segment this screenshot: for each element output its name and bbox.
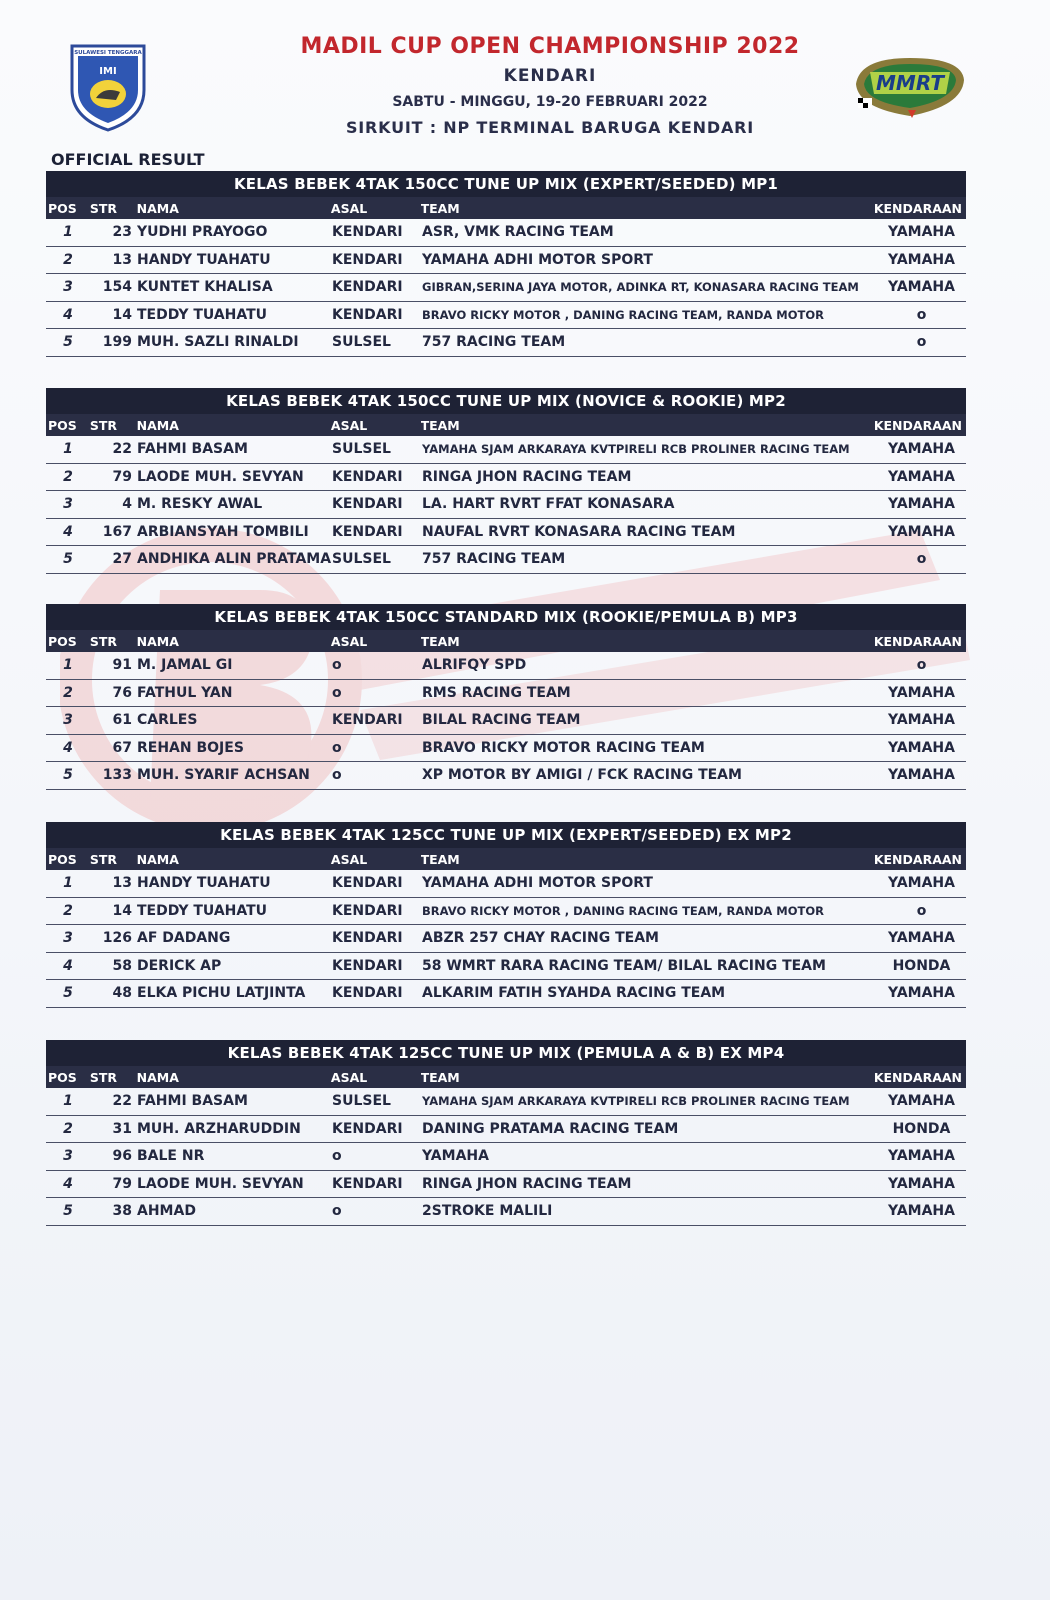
cell-str: 13 [112,875,132,892]
cell-str: 79 [112,468,132,485]
col-team: TEAM [420,200,460,216]
col-vehicle: KENDARAAN [873,1069,962,1085]
cell-name: LAODE MUH. SEVYAN [137,1175,304,1192]
cell-name: AHMAD [137,1203,196,1220]
cell-asal: o [332,657,342,674]
cell-team: RINGA JHON RACING TEAM [422,468,632,485]
cell-team: ASR, VMK RACING TEAM [422,224,614,241]
cell-name: LAODE MUH. SEVYAN [137,468,304,485]
cell-vehicle: o [916,551,927,568]
table-row [46,436,966,464]
class-title: KELAS BEBEK 4TAK 125CC TUNE UP MIX (PEMULA A & B) EX MP4 [46,1040,966,1066]
cell-name: DERICK AP [137,957,222,974]
cell-name: KUNTET KHALISA [137,279,273,296]
cell-name: FAHMI BASAM [137,441,248,458]
cell-str: 22 [112,441,132,458]
cell-asal: SULSEL [332,551,391,568]
cell-team: 757 RACING TEAM [422,551,566,568]
col-asal: ASAL [330,417,368,433]
cell-name: REHAN BOJES [137,739,244,756]
table-row [46,219,966,247]
col-asal: ASAL [330,200,368,216]
cell-team: BRAVO RICKY MOTOR RACING TEAM [422,739,705,756]
cell-asal: o [332,1148,342,1165]
table-row [46,1116,966,1144]
cell-team: BILAL RACING TEAM [422,712,581,729]
cell-team: RINGA JHON RACING TEAM [422,1175,632,1192]
cell-name: AF DADANG [137,930,231,947]
cell-vehicle: YAMAHA [888,251,955,268]
col-vehicle: KENDARAAN [873,200,962,216]
table-row [46,898,966,926]
column-header-row [46,414,966,436]
col-pos: POS [48,417,77,433]
cell-vehicle: YAMAHA [888,441,955,458]
class-section-ex-mp4 [46,1040,966,1226]
cell-team: GIBRAN,SERINA JAYA MOTOR, ADINKA RT, KONASARA RACING TEAM [422,280,859,295]
cell-pos: 4 [63,1175,73,1192]
cell-str: 22 [112,1093,132,1110]
cell-vehicle: YAMAHA [888,1148,955,1165]
cell-vehicle: YAMAHA [888,523,955,540]
cell-pos: 1 [63,875,73,892]
class-title: KELAS BEBEK 4TAK 150CC TUNE UP MIX (NOVICE & ROOKIE) MP2 [46,388,966,414]
class-section-mp3 [46,604,966,790]
class-section-ex-mp2 [46,822,966,1008]
cell-pos: 1 [63,441,73,458]
column-header-row [46,848,966,870]
cell-team: RMS RACING TEAM [422,684,571,701]
cell-asal: KENDARI [332,712,403,729]
cell-str: 14 [112,902,132,919]
table-row [46,762,966,790]
cell-team: ABZR 257 CHAY RACING TEAM [422,930,659,947]
cell-asal: SULSEL [332,441,391,458]
cell-asal: KENDARI [332,306,403,323]
cell-name: MUH. ARZHARUDDIN [137,1120,301,1137]
cell-pos: 4 [63,739,73,756]
cell-str: 154 [102,279,132,296]
col-name: NAMA [136,1069,179,1085]
cell-pos: 3 [63,712,73,729]
class-title: KELAS BEBEK 4TAK 150CC TUNE UP MIX (EXPERT/SEEDED) MP1 [46,171,966,197]
cell-vehicle: o [916,334,927,351]
cell-asal: KENDARI [332,224,403,241]
cell-asal: KENDARI [332,1120,403,1137]
table-row [46,247,966,275]
col-team: TEAM [420,633,460,649]
official-result-label: OFFICIAL RESULT [51,150,205,169]
cell-pos: 4 [63,523,73,540]
cell-pos: 2 [63,902,73,919]
cell-pos: 3 [63,279,73,296]
col-pos: POS [48,851,77,867]
cell-asal: o [332,684,342,701]
imi-sultra-logo [66,38,150,134]
cell-team: YAMAHA SJAM ARKARAYA KVTPIRELI RCB PROLINER RACING TEAM [422,442,850,457]
cell-pos: 5 [63,551,73,568]
event-title: MADIL CUP OPEN CHAMPIONSHIP 2022 [300,34,800,59]
cell-pos: 5 [63,985,73,1002]
cell-asal: KENDARI [332,1175,403,1192]
cell-str: 14 [112,306,132,323]
table-row [46,464,966,492]
cell-asal: KENDARI [332,902,403,919]
left-logo-brand: IMI [99,66,117,77]
cell-vehicle: YAMAHA [888,684,955,701]
cell-str: 96 [112,1148,132,1165]
cell-name: HANDY TUAHATU [137,875,271,892]
cell-pos: 5 [63,767,73,784]
col-name: NAMA [136,851,179,867]
col-team: TEAM [420,851,460,867]
cell-pos: 3 [63,1148,73,1165]
cell-pos: 2 [63,1120,73,1137]
cell-team: 757 RACING TEAM [422,334,566,351]
cell-str: 4 [122,496,132,513]
cell-str: 23 [112,224,132,241]
cell-vehicle: o [916,306,927,323]
cell-pos: 2 [63,684,73,701]
cell-team: LA. HART RVRT FFAT KONASARA [422,496,675,513]
cell-str: 13 [112,251,132,268]
cell-asal: KENDARI [332,468,403,485]
cell-pos: 2 [63,468,73,485]
column-header-row [46,1066,966,1088]
cell-pos: 4 [63,957,73,974]
cell-asal: KENDARI [332,279,403,296]
cell-vehicle: YAMAHA [888,930,955,947]
mmrt-logo [850,50,970,122]
table-row [46,1143,966,1171]
cell-name: HANDY TUAHATU [137,251,271,268]
class-title: KELAS BEBEK 4TAK 125CC TUNE UP MIX (EXPERT/SEEDED) EX MP2 [46,822,966,848]
left-logo-text: SULAWESI TENGGARA [74,50,142,56]
cell-asal: KENDARI [332,930,403,947]
col-asal: ASAL [330,851,368,867]
column-header-row [46,630,966,652]
cell-name: M. RESKY AWAL [137,496,263,513]
cell-team: NAUFAL RVRT KONASARA RACING TEAM [422,523,736,540]
cell-vehicle: YAMAHA [888,1093,955,1110]
cell-team: YAMAHA ADHI MOTOR SPORT [422,251,653,268]
cell-name: MUH. SYARIF ACHSAN [137,767,310,784]
cell-team: 2STROKE MALILI [422,1203,553,1220]
cell-asal: KENDARI [332,496,403,513]
cell-vehicle: YAMAHA [888,468,955,485]
cell-vehicle: HONDA [892,1120,951,1137]
cell-asal: o [332,1203,342,1220]
col-vehicle: KENDARAAN [873,417,962,433]
col-pos: POS [48,633,77,649]
cell-name: TEDDY TUAHATU [137,306,268,323]
col-pos: POS [48,1069,77,1085]
table-row [46,652,966,680]
cell-team: BRAVO RICKY MOTOR , DANING RACING TEAM, RANDA MOTOR [422,903,825,918]
cell-asal: KENDARI [332,985,403,1002]
cell-name: ARBIANSYAH TOMBILI [137,523,309,540]
cell-asal: SULSEL [332,334,391,351]
col-str: STR [89,200,117,216]
cell-pos: 3 [63,496,73,513]
right-logo-text: MMRT [876,71,944,95]
col-name: NAMA [136,417,179,433]
col-asal: ASAL [330,1069,368,1085]
event-circuit: SIRKUIT : NP TERMINAL BARUGA KENDARI [345,118,754,137]
cell-str: 76 [112,684,132,701]
cell-vehicle: YAMAHA [888,739,955,756]
cell-vehicle: YAMAHA [888,875,955,892]
class-section-mp2 [46,388,966,574]
class-title: KELAS BEBEK 4TAK 150CC STANDARD MIX (ROOKIE/PEMULA B) MP3 [46,604,966,630]
event-dates: SABTU - MINGGU, 19-20 FEBRUARI 2022 [392,94,708,110]
cell-name: TEDDY TUAHATU [137,902,268,919]
cell-asal: o [332,767,342,784]
table-row [46,302,966,330]
cell-str: 58 [112,957,132,974]
table-row [46,953,966,981]
col-pos: POS [48,200,77,216]
cell-name: M. JAMAL GI [137,657,233,674]
cell-vehicle: YAMAHA [888,279,955,296]
cell-str: 199 [102,334,132,351]
table-row [46,274,966,302]
table-row [46,491,966,519]
cell-asal: KENDARI [332,251,403,268]
col-team: TEAM [420,1069,460,1085]
col-name: NAMA [136,200,179,216]
cell-vehicle: YAMAHA [888,224,955,241]
cell-pos: 2 [63,251,73,268]
event-city: KENDARI [503,66,597,86]
col-vehicle: KENDARAAN [873,851,962,867]
cell-vehicle: YAMAHA [888,712,955,729]
cell-vehicle: HONDA [892,957,951,974]
cell-pos: 5 [63,334,73,351]
col-str: STR [89,1069,117,1085]
cell-str: 91 [112,657,132,674]
cell-pos: 3 [63,930,73,947]
col-asal: ASAL [330,633,368,649]
cell-vehicle: YAMAHA [888,1175,955,1192]
cell-asal: KENDARI [332,957,403,974]
cell-vehicle: o [916,902,927,919]
column-header-row [46,197,966,219]
cell-pos: 1 [63,224,73,241]
table-row [46,1088,966,1116]
col-name: NAMA [136,633,179,649]
cell-name: FATHUL YAN [137,684,233,701]
cell-team: BRAVO RICKY MOTOR , DANING RACING TEAM, RANDA MOTOR [422,307,825,322]
table-row [46,707,966,735]
table-row [46,735,966,763]
cell-name: ANDHIKA ALIN PRATAMA [137,551,332,568]
table-row [46,519,966,547]
cell-str: 27 [112,551,132,568]
cell-team: 58 WMRT RARA RACING TEAM/ BILAL RACING TEAM [422,957,826,974]
table-row [46,1198,966,1226]
cell-vehicle: YAMAHA [888,496,955,513]
cell-name: CARLES [137,712,198,729]
cell-team: DANING PRATAMA RACING TEAM [422,1120,679,1137]
cell-str: 79 [112,1175,132,1192]
cell-asal: o [332,739,342,756]
cell-name: FAHMI BASAM [137,1093,248,1110]
cell-vehicle: YAMAHA [888,985,955,1002]
cell-vehicle: YAMAHA [888,767,955,784]
table-row [46,1171,966,1199]
col-team: TEAM [420,417,460,433]
cell-str: 67 [112,739,132,756]
cell-name: ELKA PICHU LATJINTA [137,985,306,1002]
table-row [46,329,966,357]
table-row [46,870,966,898]
cell-pos: 1 [63,657,73,674]
cell-name: MUH. SAZLI RINALDI [137,334,299,351]
col-str: STR [89,417,117,433]
table-row [46,980,966,1008]
cell-vehicle: YAMAHA [888,1203,955,1220]
cell-vehicle: o [916,657,927,674]
col-str: STR [89,633,117,649]
cell-str: 126 [102,930,132,947]
col-vehicle: KENDARAAN [873,633,962,649]
cell-team: YAMAHA SJAM ARKARAYA KVTPIRELI RCB PROLINER RACING TEAM [422,1094,850,1109]
cell-str: 167 [102,523,132,540]
cell-pos: 1 [63,1093,73,1110]
table-row [46,680,966,708]
cell-str: 133 [102,767,132,784]
table-row [46,546,966,574]
cell-team: YAMAHA [422,1148,489,1165]
class-section-mp1 [46,171,966,357]
cell-pos: 5 [63,1203,73,1220]
cell-str: 48 [112,985,132,1002]
cell-asal: KENDARI [332,523,403,540]
cell-name: BALE NR [137,1148,205,1165]
cell-team: XP MOTOR BY AMIGI / FCK RACING TEAM [422,767,742,784]
table-row [46,925,966,953]
cell-team: ALRIFQY SPD [422,657,527,674]
cell-asal: KENDARI [332,875,403,892]
cell-pos: 4 [63,306,73,323]
cell-team: ALKARIM FATIH SYAHDA RACING TEAM [422,985,726,1002]
cell-str: 38 [112,1203,132,1220]
cell-name: YUDHI PRAYOGO [137,224,268,241]
cell-asal: SULSEL [332,1093,391,1110]
col-str: STR [89,851,117,867]
cell-str: 31 [112,1120,132,1137]
cell-str: 61 [112,712,132,729]
cell-team: YAMAHA ADHI MOTOR SPORT [422,875,653,892]
